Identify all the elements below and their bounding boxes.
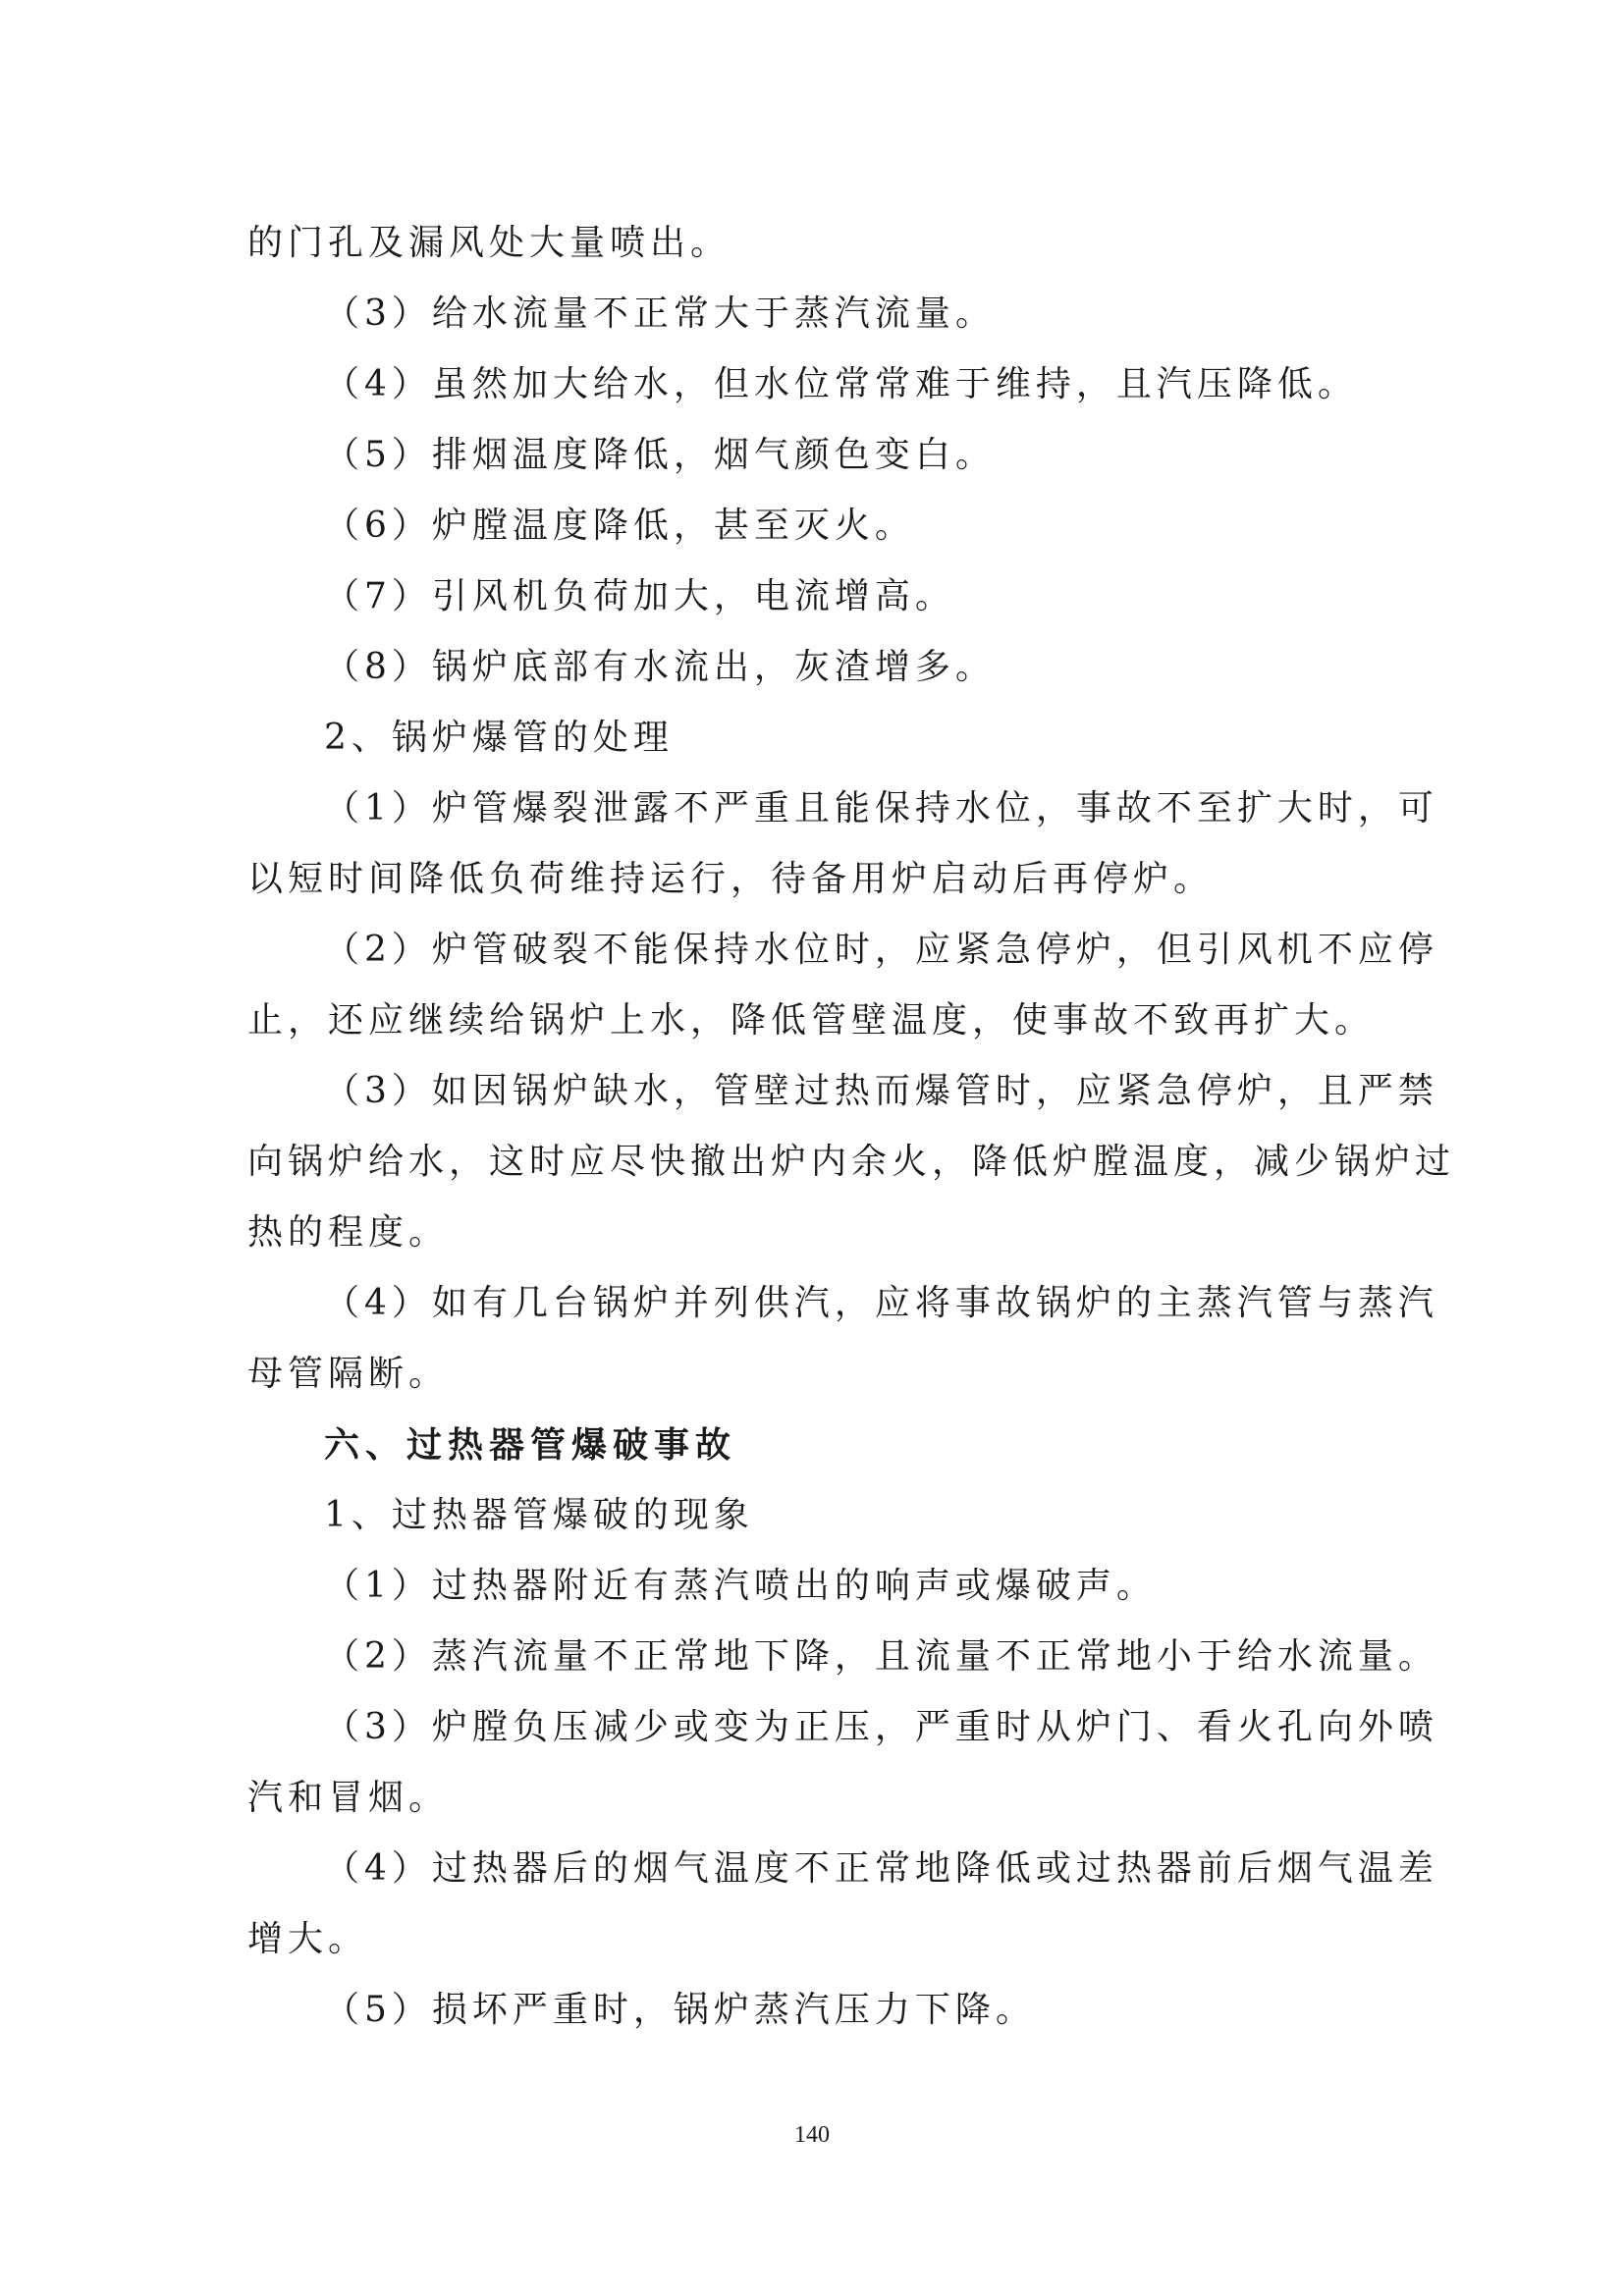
subsection-heading: 2、锅炉爆管的处理 bbox=[324, 718, 674, 758]
list-item: （3）炉膛负压减少或变为正压，严重时从炉门、看火孔向外喷 bbox=[324, 1707, 1438, 1747]
text-line: 母管隔断。 bbox=[247, 1354, 450, 1394]
list-item: （1）炉管爆裂泄露不严重且能保持水位，事故不至扩大时，可 bbox=[324, 788, 1438, 828]
text-line: 增大。 bbox=[247, 1919, 369, 1959]
list-item: （4）过热器后的烟气温度不正常地降低或过热器前后烟气温差 bbox=[324, 1848, 1438, 1889]
list-item: （6）炉膛温度降低，甚至灭火。 bbox=[324, 506, 915, 546]
list-item: （4）虽然加大给水，但水位常常难于维持，且汽压降低。 bbox=[324, 364, 1358, 404]
body-text bbox=[247, 208, 1456, 2046]
text-line: 以短时间降低负荷维持运行，待备用炉启动后再停炉。 bbox=[247, 859, 1215, 899]
list-item: （1）过热器附近有蒸汽喷出的响声或爆破声。 bbox=[324, 1566, 1157, 1606]
subsection-heading: 1、过热器管爆破的现象 bbox=[324, 1495, 754, 1535]
list-item: （3）给水流量不正常大于蒸汽流量。 bbox=[324, 294, 996, 334]
list-item: （2）蒸汽流量不正常地下降，且流量不正常地小于给水流量。 bbox=[324, 1636, 1438, 1677]
list-item: （5）排烟温度降低，烟气颜色变白。 bbox=[324, 435, 996, 475]
section-heading: 六、过热器管爆破事故 bbox=[324, 1424, 737, 1466]
list-item: （4）如有几台锅炉并列供汽，应将事故锅炉的主蒸汽管与蒸汽 bbox=[324, 1283, 1438, 1323]
list-item: （2）炉管破裂不能保持水位时，应紧急停炉，但引风机不应停 bbox=[324, 930, 1438, 970]
text-line: 热的程度。 bbox=[247, 1212, 450, 1253]
page-number: 140 bbox=[794, 2122, 830, 2148]
list-item: （8）锅炉底部有水流出，灰渣增多。 bbox=[324, 647, 996, 687]
list-item: （7）引风机负荷加大，电流增高。 bbox=[324, 576, 955, 616]
text-line: 的门孔及漏风处大量喷出。 bbox=[247, 223, 731, 263]
text-line: 向锅炉给水，这时应尽快撤出炉内余火，降低炉膛温度，减少锅炉过 bbox=[247, 1142, 1456, 1182]
text-line: 止，还应继续给锅炉上水，降低管壁温度，使事故不致再扩大。 bbox=[247, 1000, 1376, 1041]
list-item: （3）如因锅炉缺水，管壁过热而爆管时，应紧急停炉，且严禁 bbox=[324, 1071, 1438, 1111]
text-line: 汽和冒烟。 bbox=[247, 1778, 450, 1818]
list-item: （5）损坏严重时，锅炉蒸汽压力下降。 bbox=[324, 1990, 1036, 2030]
